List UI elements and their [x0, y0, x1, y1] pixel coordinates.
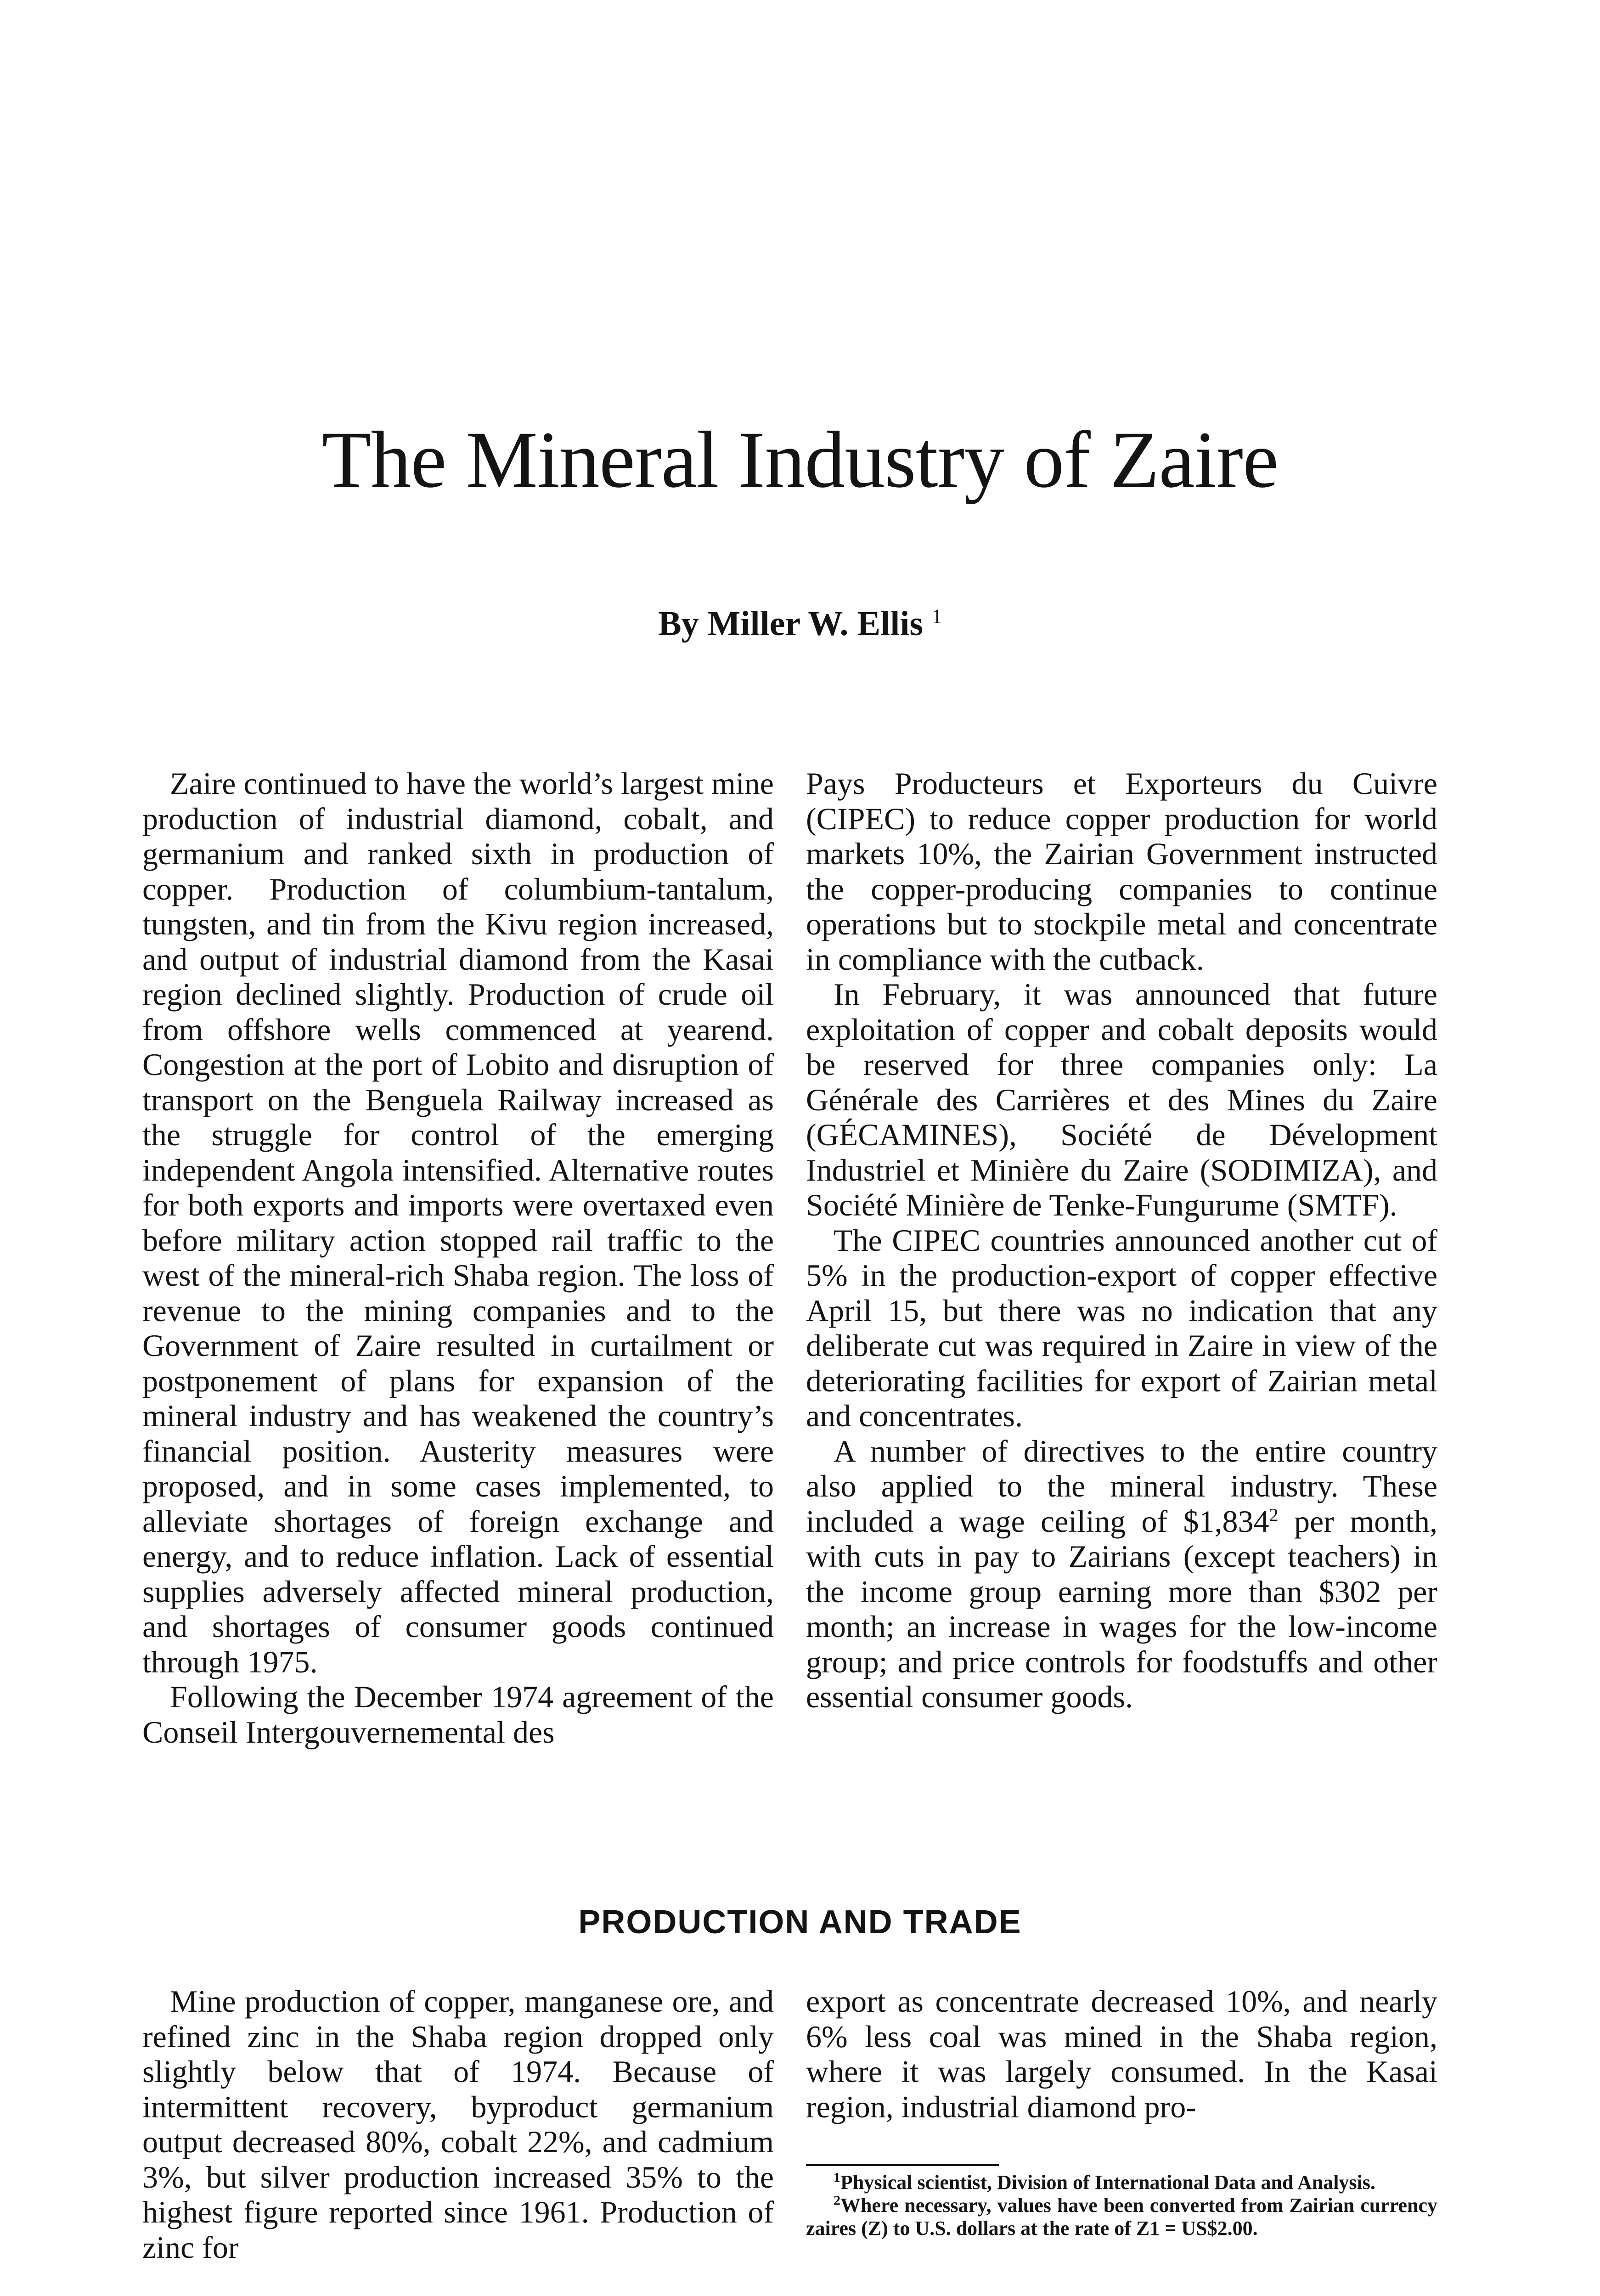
- february-paragraph: In February, it was announced that future exploitation of copper and cobalt deposits would be reserved for three companies only: La Générale des Carrières et des Mines du Zaire (GÉCAMINES), Société de Dévelopment Industriel et Minière du Zaire (SODIMIZA), and Société Minière de Tenke-Fungurume (SMTF).: [806, 977, 1437, 1222]
- author-name: By Miller W. Ellis: [658, 604, 924, 643]
- body-column-left: [142, 766, 774, 1750]
- directives-text-b: per month, with cuts in pay to Zairians (except teachers) in the income group earning more than $302 per month; an increase in wages for the low-income group; and price controls for foodstuffs and other essential consumer goods.: [806, 1503, 1437, 1714]
- footnote-2-text: Where necessary, values have been converted from Zairian currency zaires (Z) to U.S. dollars at the rate of Z1 = US$2.00.: [806, 2194, 1437, 2240]
- cipec-paragraph-start: Following the December 1974 agreement of the Conseil Intergouvernemental des: [142, 1679, 774, 1750]
- section-column-right: [806, 1984, 1437, 2124]
- byline-footnote-marker: 1: [932, 605, 942, 628]
- footnote-2: [806, 2194, 1437, 2240]
- footnote-1-text: Physical scientist, Division of International Data and Analysis.: [840, 2171, 1375, 2194]
- byline: [0, 604, 1600, 644]
- footnote-1: [806, 2171, 1437, 2194]
- article-title: The Mineral Industry of Zaire: [321, 415, 1279, 505]
- section-column-left: [142, 1984, 774, 2265]
- production-paragraph-start: Mine production of copper, manganese ore, and refined zinc in the Shaba region dropped only slightly below that of 1974. Because of intermittent recovery, byproduct germanium output decreased 80%, cobalt 22%, and cadmium 3%, but silver production increased 35% to the highest figure reported since 1961. Production of zinc for: [142, 1984, 774, 2265]
- directives-text-a: A number of directives to the entire country also applied to the mineral industry. These included a wage ceiling of $1,834: [806, 1433, 1437, 1539]
- cipec-paragraph-continued: Pays Producteurs et Exporteurs du Cuivre (CIPEC) to reduce copper production for world markets 10%, the Zairian Government instructed the copper-producing companies to continue operations but to stockpile metal and concentrate in compliance with the cutback.: [806, 766, 1437, 977]
- body-column-right: [806, 766, 1437, 1715]
- intro-paragraph: Zaire continued to have the world’s largest mine production of industrial diamond, cobalt, and germanium and ranked sixth in production of copper. Production of columbium-tantalum, tungsten, and tin from the Kivu region increased, and output of industrial diamond from the Kasai region declined slightly. Production of crude oil from offshore wells commenced at yearend. Congestion at the port of Lobito and disruption of transport on the Benguela Railway increased as the struggle for control of the emerging independent Angola intensified. Alternative routes for both exports and imports were overtaxed even before military action stopped rail traffic to the west of the mineral-rich Shaba region. The loss of revenue to the mining companies and to the Government of Zaire resulted in curtailment or postponement of plans for expansion of the mineral industry and has weakened the country’s financial position. Austerity measures were proposed, and in some cases implemented, to alleviate shortages of foreign exchange and energy, and to reduce inflation. Lack of essential supplies adversely affected mineral production, and shortages of consumer goods continued through 1975.: [142, 766, 774, 1679]
- footnote-1-marker: 1: [834, 2170, 840, 2185]
- production-paragraph-continued: export as concentrate decreased 10%, and nearly 6% less coal was mined in the Shaba region, where it was largely consumed. In the Kasai region, industrial diamond pro-: [806, 1984, 1437, 2124]
- cipec-cut-paragraph: The CIPEC countries announced another cut of 5% in the production-export of copper effective April 15, but there was no indication that any deliberate cut was required in Zaire in view of the deteriorating facilities for export of Zairian metal and concentrates.: [806, 1222, 1437, 1433]
- footnotes: [806, 2171, 1437, 2240]
- footnote-2-marker: 2: [834, 2193, 840, 2208]
- footnote-divider: [806, 2164, 999, 2166]
- section-heading: PRODUCTION AND TRADE: [578, 1904, 1022, 1941]
- wage-footnote-marker: 2: [1269, 1504, 1279, 1525]
- directives-paragraph: [806, 1434, 1437, 1715]
